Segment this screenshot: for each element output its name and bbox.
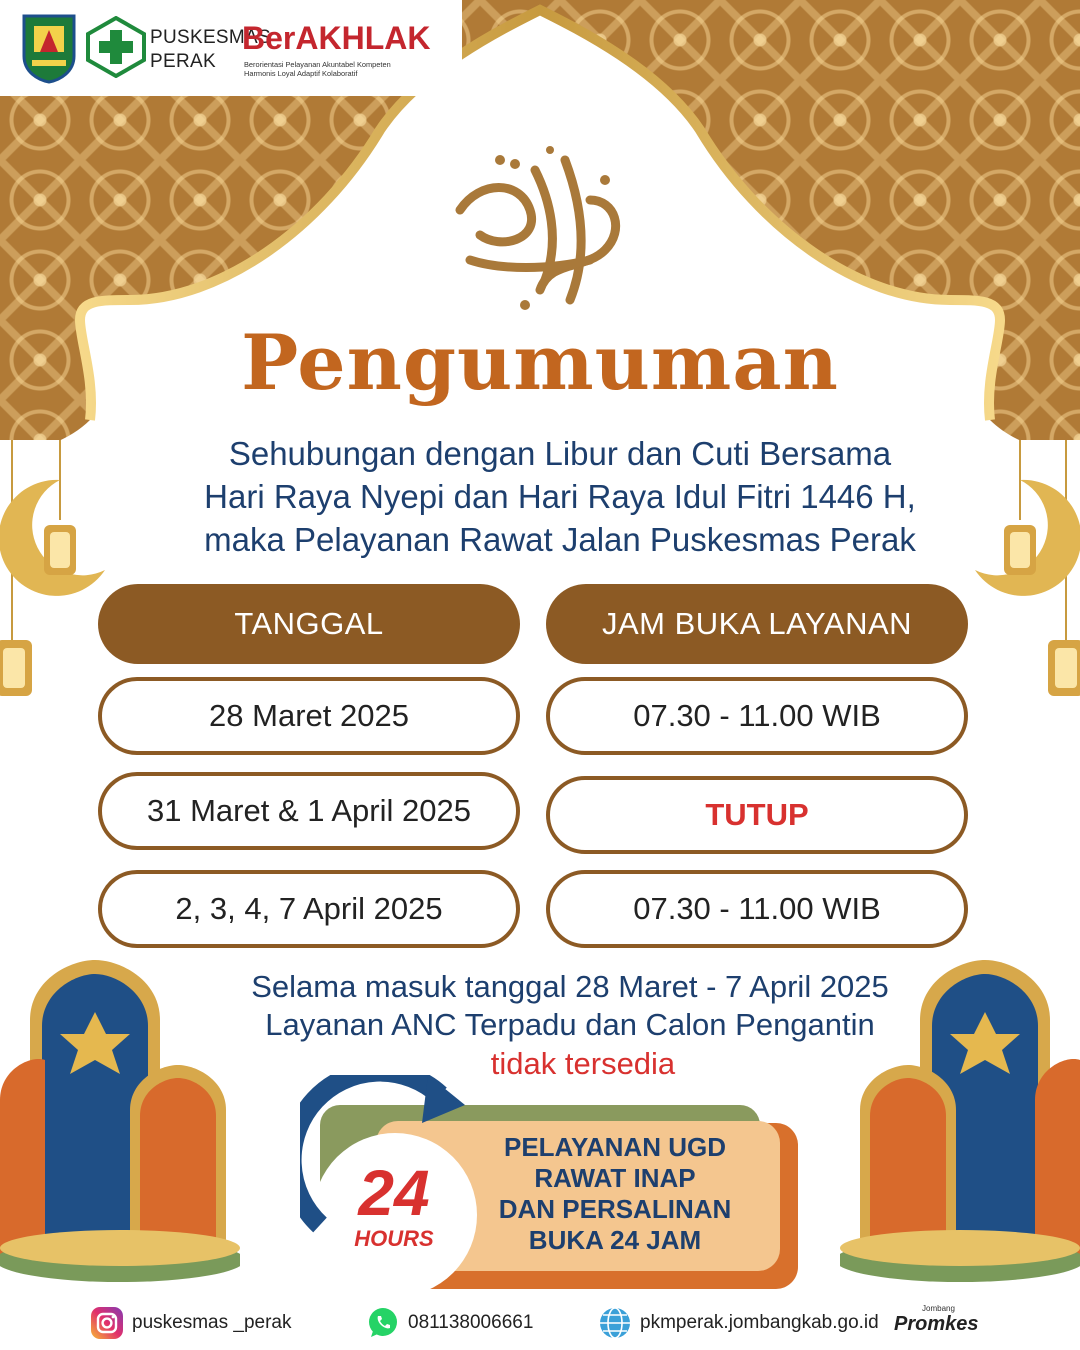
promkes-small-text: Jombang bbox=[922, 1304, 955, 1313]
right-ramadan-podium-decoration bbox=[840, 960, 1080, 1296]
intro-line3: maka Pelayanan Rawat Jalan Puskesmas Perak bbox=[204, 521, 916, 558]
note-line2: Layanan ANC Terpadu dan Calon Pengantin bbox=[265, 1007, 875, 1042]
footer-website[interactable] bbox=[598, 1306, 879, 1340]
note-unavailable: tidak tersedia bbox=[490, 1046, 676, 1081]
globe-icon bbox=[598, 1306, 632, 1340]
org-name-line1: PUSKESMAS bbox=[150, 27, 271, 48]
note-line1: Selama masuk tanggal 28 Maret - 7 April 2025 bbox=[251, 969, 889, 1004]
emergency-line3: DAN PERSALINAN bbox=[498, 1194, 732, 1224]
website-url: pkmperak.jombangkab.go.id bbox=[640, 1312, 879, 1333]
left-ramadan-podium-decoration bbox=[0, 960, 240, 1296]
promkes-logo bbox=[894, 1304, 979, 1336]
schedule-date-2: 31 Maret & 1 April 2025 bbox=[98, 772, 520, 850]
berakhlak-logo-text: BerAKHLAK bbox=[242, 20, 431, 56]
whatsapp-number: 081138006661 bbox=[408, 1312, 534, 1333]
eid-calligraphy-image bbox=[440, 140, 640, 320]
whatsapp-icon bbox=[366, 1306, 400, 1340]
emergency-line4: BUKA 24 JAM bbox=[528, 1225, 702, 1255]
emergency-services-text bbox=[470, 1132, 760, 1256]
hours-number: 24 bbox=[358, 1157, 430, 1229]
berakhlak-tagline-line1: Berorientasi Pelayanan Akuntabel Kompeten bbox=[244, 60, 391, 69]
org-name-line2: PERAK bbox=[150, 51, 216, 72]
puskesmas-logo bbox=[86, 16, 146, 78]
hours-label: HOURS bbox=[354, 1226, 434, 1251]
berakhlak-tagline-line2: Harmonis Loyal Adaptif Kolaboratif bbox=[244, 69, 358, 78]
intro-line1: Sehubungan dengan Libur dan Cuti Bersama bbox=[228, 435, 892, 472]
intro-line2: Hari Raya Nyepi dan Hari Raya Idul Fitri 1446 H, bbox=[204, 478, 916, 515]
emergency-line2: RAWAT INAP bbox=[534, 1163, 696, 1193]
page-title: Pengumuman bbox=[241, 318, 839, 407]
promkes-text: Promkes bbox=[894, 1313, 979, 1335]
jombang-regency-logo bbox=[20, 12, 78, 84]
schedule-date-1: 28 Maret 2025 bbox=[98, 677, 520, 755]
intro-text bbox=[140, 432, 980, 561]
schedule-hours-3: 07.30 - 11.00 WIB bbox=[546, 870, 968, 948]
emergency-line1: PELAYANAN UGD bbox=[503, 1132, 726, 1162]
berakhlak-tagline bbox=[244, 60, 454, 78]
schedule-hours-1: 07.30 - 11.00 WIB bbox=[546, 677, 968, 755]
left-crescent-lantern-icon bbox=[0, 470, 120, 730]
footer-instagram[interactable] bbox=[90, 1306, 291, 1340]
hours-column-header: JAM BUKA LAYANAN bbox=[546, 584, 968, 664]
instagram-handle: puskesmas _perak bbox=[132, 1312, 292, 1333]
date-column-header: TANGGAL bbox=[98, 584, 520, 664]
footer-whatsapp[interactable] bbox=[366, 1306, 533, 1340]
instagram-icon bbox=[90, 1306, 124, 1340]
header-logos bbox=[0, 0, 462, 96]
schedule-date-3: 2, 3, 4, 7 April 2025 bbox=[98, 870, 520, 948]
schedule-hours-2-closed: TUTUP bbox=[546, 776, 968, 854]
